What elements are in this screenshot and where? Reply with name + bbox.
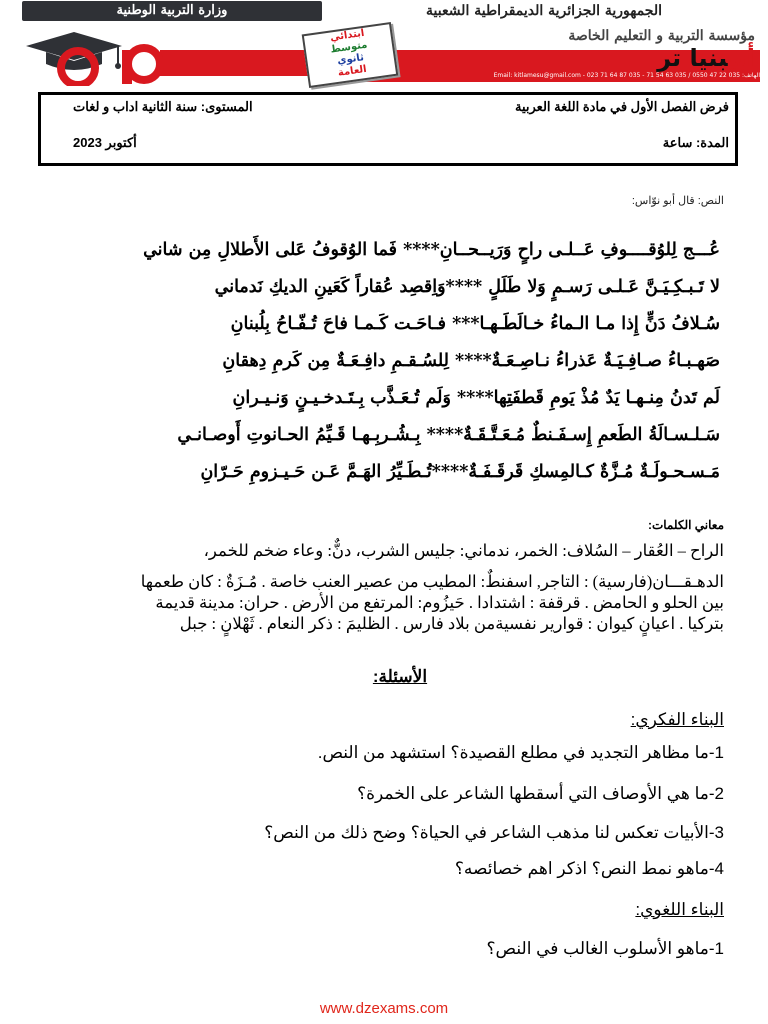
meanings-line: الراح – العُقار – السُلاف: الخمر، ندماني: جليس الشرب، دنٌّ: وعاء ضخم للخمر،: [203, 541, 724, 560]
question-item: 1-ما مظاهر التجديد في مطلع القصيدة؟ استشهد من النص.: [317, 743, 724, 762]
poem-verse: مَـسـحـولَـةٌ مُـزَّةٌ كـالمِسكِ قَرقَـفَـةٌ****تُـطَـيِّرُ الهَـمَّ عَـن حَـيـزومِ حَـرّانِ: [200, 462, 720, 482]
meanings-title: معاني الكلمات:: [647, 518, 724, 532]
info-row-1: [41, 99, 735, 121]
exam-level: المستوى: سنة الثانية اداب و لغات: [73, 99, 253, 114]
poem-verse: لا تَـبـكِـيَـنَّ عَـلـى رَسـمٍ وَلا طَلَلٍ ****وَاِقصِد عُقاراً كَعَينِ الديكِ نَدماني: [214, 277, 720, 297]
contact-info: الهاتف: 035 22 47 0550 / 035 63 54 71 - 035 87 64 71 023 - Email: kitlamesu@gmail.com: [493, 72, 760, 79]
section-linguistic: البناء اللغوي:: [635, 900, 724, 919]
poem-verse: لَم تَدنُ مِنـهـا يَدٌ مُذْ يَومِ قَطفَتِها**** وَلَم تُـعَـذَّب بِـتَـدخـيـنٍ وَنـيـرانِ: [232, 388, 720, 408]
poem-verse: سَـلـسـالَةُ الطَعمِ إِسـفَـنطٌ مُـعَـتَّـقَـةٌ**** بِـشُـربِـهـا قَـيِّمُ الحـانوتِ أَوصـانـي: [177, 425, 720, 445]
republic-title: الجمهورية الجزائرية الديمقراطية الشعبية: [425, 3, 662, 19]
meanings-line: الدهـقـــان(فارسية) : التاجر, اسفنطٌ: المطيب من عصير العنب خاصة . مُـزَةٌ : كان طعمها: [140, 572, 724, 591]
poem-verse: عُـــج لِلوُقــــوفِ عَــلـى راحٍ وَرَيــحــانِ**** فَما الوُقوفُ عَلى الأَطلالِ مِن شاني: [143, 240, 720, 260]
word-meanings: [42, 540, 724, 634]
book-line: ابتدائي: [329, 27, 366, 44]
question-item: 4-ماهو نمط النص؟ اذكر اهم خصائصه؟: [454, 859, 724, 878]
institution-name: مؤسسة التربية و التعليم الخاصة: [568, 28, 755, 44]
text-source: النص: قال أبو نوّاس:: [631, 195, 724, 207]
question-item: 1-ماهو الأسلوب الغالب في النص؟: [486, 939, 724, 958]
poem-verse: سُـلافُ دَنٍّ إِذا مـا الـماءُ خـالَطَـهـا*** فـاحَـت كَـمـا فاحَ تُـفّـاحُ بِلُبنانِ: [230, 314, 720, 334]
exam-duration: المدة: ساعة: [662, 135, 729, 150]
question-item: 3-الأبيات تعكس لنا مذهب الشاعر في الحياة؟ وضح ذلك من النص؟: [264, 823, 724, 842]
question-item: 2-ما هي الأوصاف التي أسقطها الشاعر على الخمرة؟: [357, 784, 724, 803]
questions-title: الأسئلة:: [372, 667, 428, 686]
meanings-line: بتركيا . اعيانٍ كيوان : قوارير نفسيةمن بلاد فارس . الظليمَ : ذكر النعام . ثَهْلانٍ : جبل: [179, 614, 724, 633]
brand-name: [505, 44, 755, 72]
section-intellectual: البناء الفكري:: [630, 710, 724, 729]
meanings-line: بين الحلو و الحامض . قرقفة : اشتدادا . حَيزُوم: المرتفع من الأرض . حران: مدينة قديمة: [155, 593, 724, 612]
school-logo-icon: [18, 24, 218, 86]
exam-title: فرض الفصل الأول في مادة اللغة العربية: [514, 99, 729, 114]
book-line: ثانوي: [336, 52, 365, 67]
header-strip: [0, 0, 768, 22]
book-line: متوسط: [329, 39, 369, 56]
brand-name-dark: بنيا تر: [657, 44, 728, 72]
poem-verse: صَهـبـاءُ صـافِـيَـةٌ عَذراءُ نـاصِـعَـةٌ**** لِلسُـقـمِ دافِـعَـةٌ مِن كَرمِ دِهقانِ: [222, 351, 720, 371]
exam-date: أكتوبر 2023: [73, 135, 137, 150]
ministry-banner: وزارة التربية الوطنية: [22, 1, 322, 21]
exam-info-box: [38, 92, 738, 166]
book-line: العامة: [337, 63, 368, 79]
poem: [60, 232, 720, 491]
footer-link[interactable]: www.dzexams.com: [319, 1000, 449, 1017]
info-row-2: [41, 135, 735, 157]
school-banner: [0, 22, 768, 88]
brand-name-red: أبي: [727, 44, 755, 72]
